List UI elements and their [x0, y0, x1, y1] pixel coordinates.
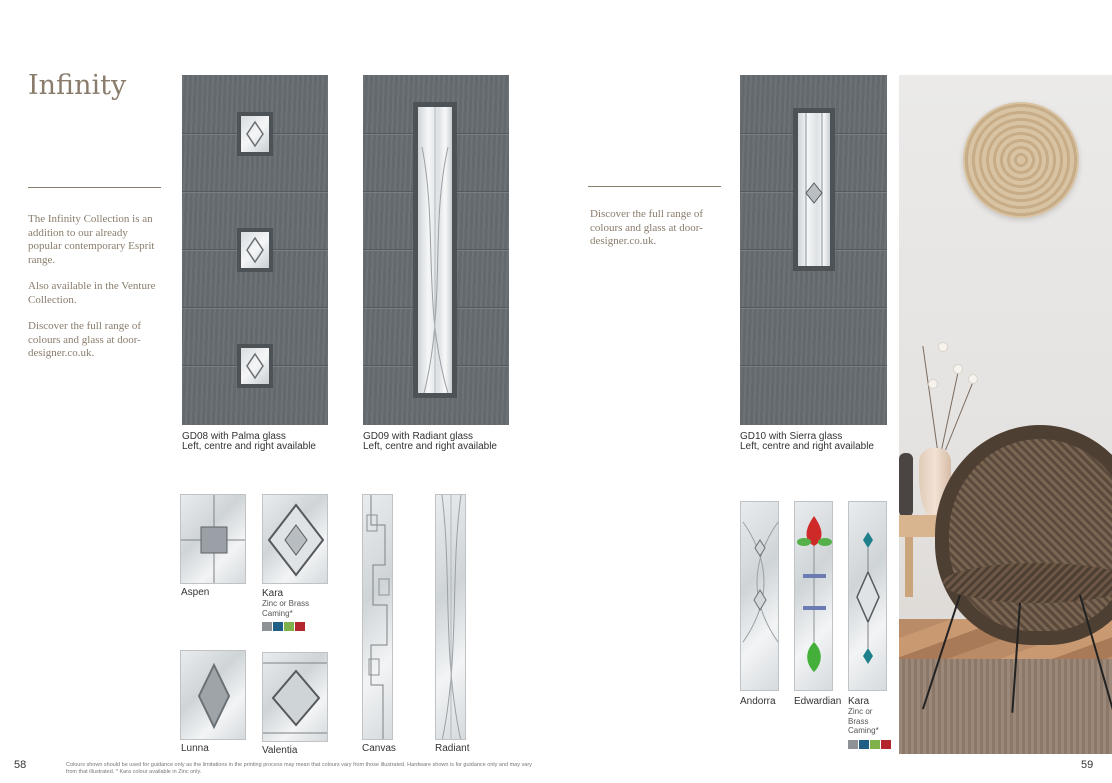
door-gd08-image — [182, 75, 328, 425]
door-gd08-caption: GD08 with Palma glass Left, centre and right available — [182, 431, 316, 452]
color-chip — [273, 622, 283, 631]
color-chip — [262, 622, 272, 631]
door-gd10-image — [740, 75, 887, 425]
caming-color-chips — [848, 740, 891, 749]
glass-lunna-label: Lunna — [181, 743, 209, 754]
door-window — [237, 344, 273, 388]
glass-kara-right-label: Kara — [848, 696, 870, 707]
color-chip — [870, 740, 880, 749]
door-gd09-image — [363, 75, 509, 425]
color-chip — [859, 740, 869, 749]
color-chip — [881, 740, 891, 749]
door-window — [237, 228, 273, 272]
intro-paragraph: Also available in the Venture Collection. — [28, 280, 156, 306]
intro-text — [28, 213, 163, 374]
door-window — [237, 112, 273, 156]
color-chip — [284, 622, 294, 631]
glass-valentia-label: Valentia — [262, 745, 298, 756]
door-window — [793, 108, 835, 271]
intro-paragraph: Discover the full range of colours and glass at door-designer.co.uk. — [28, 320, 142, 359]
color-chip — [848, 740, 858, 749]
door-gd10-caption: GD10 with Sierra glass Left, centre and right available — [740, 431, 874, 452]
color-chip — [295, 622, 305, 631]
glass-edwardian-label: Edwardian — [794, 696, 842, 707]
glass-canvas-label: Canvas — [362, 743, 396, 754]
caming-color-chips — [262, 622, 305, 631]
glass-kara-right-sub: Zinc or Brass Caming* — [848, 707, 879, 735]
glass-edwardian-image — [794, 501, 833, 691]
page-number-left: 58 — [14, 759, 27, 771]
glass-aspen-image — [180, 494, 246, 584]
glass-lunna-image — [180, 650, 246, 740]
glass-kara-image — [262, 494, 328, 584]
glass-radiant-label: Radiant — [435, 743, 470, 754]
glass-radiant-image — [435, 494, 466, 740]
right-divider — [588, 186, 721, 187]
glass-kara-right-image — [848, 501, 887, 691]
glass-canvas-image — [362, 494, 393, 740]
wall-basket — [963, 102, 1079, 218]
glass-valentia-image — [262, 652, 328, 742]
door-gd09-caption: GD09 with Radiant glass Left, centre and right available — [363, 431, 497, 452]
intro-paragraph: The Infinity Collection is an addition to our already popular contemporary Esprit range. — [28, 213, 155, 266]
glass-kara-label: Kara — [262, 588, 284, 599]
door-window — [413, 102, 457, 398]
lifestyle-photo — [899, 75, 1112, 754]
footnote: Colours shown should be used for guidance only as the limitations in the printing process may mean that colours vary from those illustrated. Hardware shown is for guidance only and may vary from that illustrated. * Kara colour available in Zinc only. — [66, 762, 532, 775]
page-number-right: 59 — [1081, 759, 1094, 771]
page-title: Infinity — [28, 70, 127, 101]
glass-kara-sub: Zinc or Brass Caming* — [262, 599, 310, 618]
title-divider — [28, 187, 161, 188]
glass-aspen-label: Aspen — [181, 587, 210, 598]
glass-andorra-label: Andorra — [740, 696, 776, 707]
glass-andorra-image — [740, 501, 779, 691]
discover-text: Discover the full range of colours and glass at door-designer.co.uk. — [590, 208, 704, 247]
